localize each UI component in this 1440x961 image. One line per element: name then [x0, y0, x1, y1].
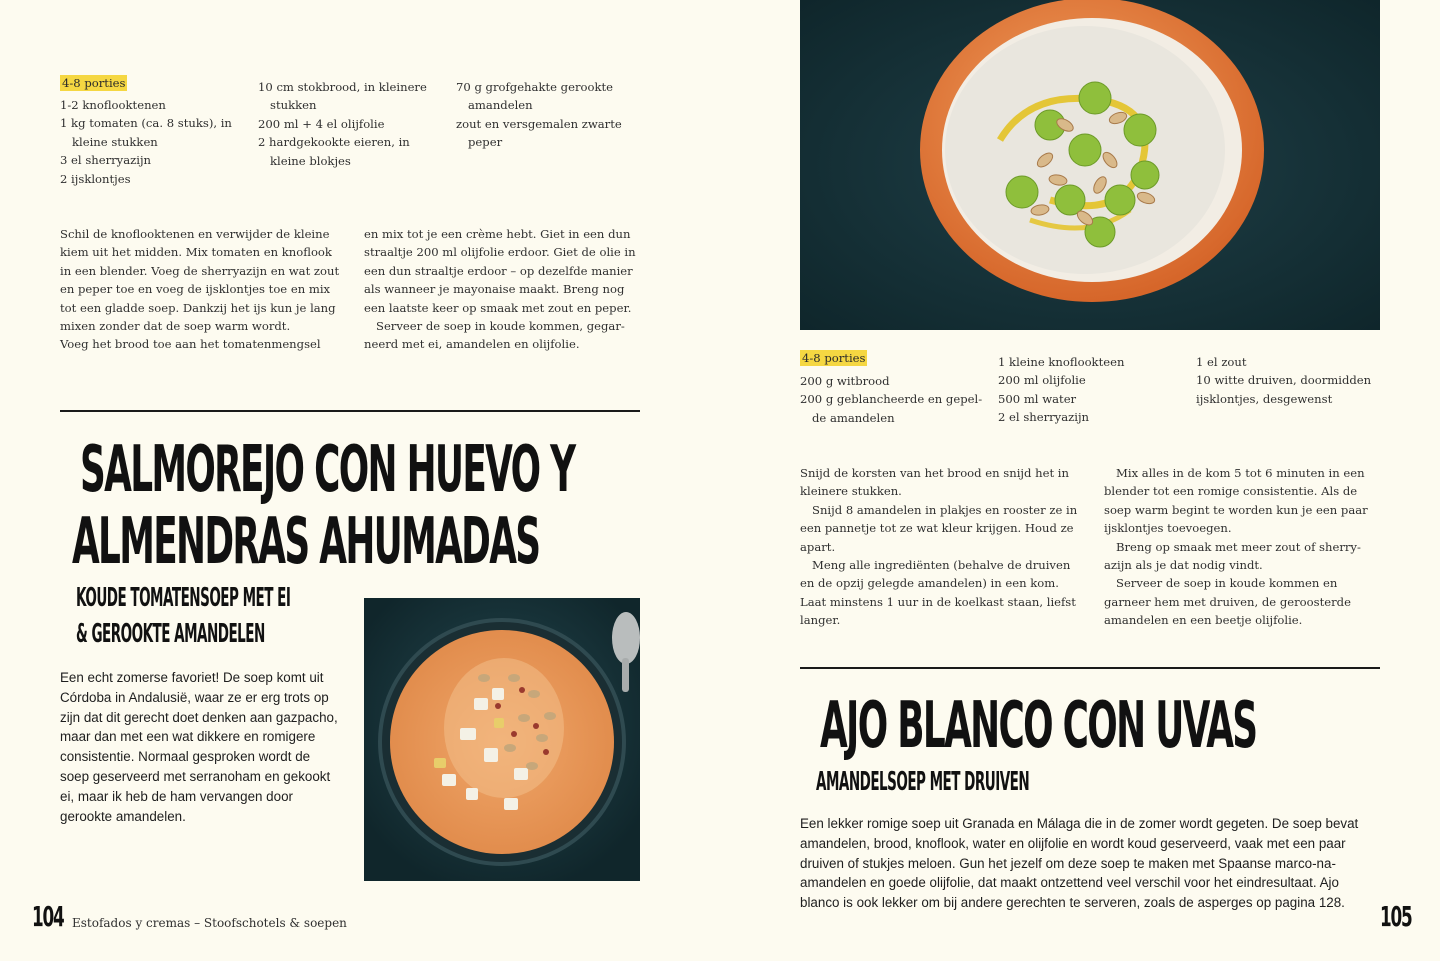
ingredient: 1 kleine knoflookteen [998, 355, 1125, 369]
right-ingredients-col3 [1196, 353, 1386, 408]
portions-badge: 4-8 porties [802, 351, 866, 365]
left-recipe-title-line1: SALMOREJO CON HUEVO Y [80, 433, 575, 507]
left-page-number: 104 [32, 900, 64, 933]
ingredient: 1 el zout [1196, 355, 1247, 369]
right-intro: Een lekker romige soep uit Granada en Málaga die in de zomer wordt gegeten. De soep bevat amandelen, brood, knoflook, water en olijfolie en wordt koud geserveerd, vaak met een paar druiven of stukjes meloen. Gun het jezelf om deze soep te maken met Spaanse marco-na-amandelen en goede olijfolie, dat maakt ontzettend veel verschil voor het eindresultaat. Ajo blanco is ook lekker om bij andere gerechten te serveren, zoals de asperges op pagina 128. [800, 816, 1359, 911]
method-paragraph: Serveer de soep in koude kommen en garneer hem met druiven, de geroosterde amandelen en een beetje olijfolie. [1104, 576, 1351, 628]
left-recipe-subtitle-line2: & GEROOKTE AMANDELEN [76, 619, 265, 649]
ingredient: 70 g grofgehakte gerookte amandelen [456, 80, 614, 113]
ingredient: zout en versgemalen zwarte peper [456, 116, 622, 150]
left-recipe-subtitle-line1: KOUDE TOMATENSOEP MET EI [76, 583, 291, 613]
right-recipe-title: AJO BLANCO CON UVAS [820, 689, 1257, 763]
method-paragraph: Schil de knoflooktenen en verwijder de kleine kiem uit het midden. Mix tomaten en knoflook in een blender. Voeg de sherryazijn en wat zout en peper toe en voeg de ijsklontjes toe en mix tot een gladde soep. Dankzij het ijs kun je lang mixen zonder dat de soep warm wordt. [60, 227, 340, 334]
left-intro: Een echt zomerse favoriet! De soep komt uit Córdoba in Andalusië, waar ze er erg trots op zijn dat dit gerecht doet denken aan gazpacho, maar dan met een wat dikkere en romigere consistentie. Normaal gesproken wordt de soep geserveerd met serranoham en gekookt ei, maar ik heb de ham vervangen door gerookte amandelen. [60, 670, 338, 824]
ingredient: 200 g witbrood [800, 374, 890, 388]
right-method-col2 [1104, 464, 1380, 630]
method-paragraph: Meng alle ingrediënten (behalve de druiven en de opzij gelegde amandelen) in een kom. Laat minstens 1 uur in de koelkast staan, liefst langer. [800, 558, 1076, 628]
right-portions-label [800, 347, 867, 366]
ingredient: 200 ml olijfolie [998, 373, 1086, 388]
ingredient: ijsklontjes, desgewenst [1196, 391, 1333, 406]
right-page-number: 105 [1380, 900, 1412, 933]
method-paragraph: en mix tot je een crème hebt. Giet in een dun straaltje 200 ml olijfolie erdoor. Giet de olie in een dun straaltje erdoor – op dezelfde manier als wanneer je mayonaise maakt. Breng nog een laatste keer op smaak met zout en peper. [364, 227, 636, 315]
method-paragraph: Voeg het brood toe aan het tomatenmengsel [60, 337, 321, 352]
left-recipe-title-line2: ALMENDRAS AHUMADAS [72, 505, 540, 579]
left-ingredients-col3 [456, 78, 640, 152]
ingredient: 2 hardgekookte eieren, in kleine blokjes [258, 135, 410, 168]
right-recipe-subtitle: AMANDELSOEP MET DRUIVEN [816, 767, 1030, 797]
left-method-col2 [364, 225, 644, 354]
ajo-blanco-photo [800, 0, 1380, 330]
left-ingredients-col2 [258, 78, 438, 170]
right-ingredients-col1 [800, 372, 985, 427]
ingredient: 1 kg tomaten (ca. 8 stuks), in kleine stukken [60, 116, 232, 149]
right-ingredients-col2 [998, 353, 1183, 427]
portions-badge: 4-8 porties [62, 76, 126, 90]
method-paragraph: Mix alles in de kom 5 tot 6 minuten in een blender tot een romige consistentie. Als de soep warm begint te worden kun je een paar ijsklontjes toevoegen. [1104, 466, 1368, 536]
ingredient: 200 ml + 4 el olijfolie [258, 116, 385, 131]
left-footer-running-title: Estofados y cremas – Stoofschotels & soepen [72, 916, 347, 930]
ingredient: 2 ijsklontjes [60, 171, 131, 186]
salmorejo-photo [364, 598, 640, 881]
right-method-col1 [800, 464, 1082, 630]
left-ingredients-col1 [60, 96, 240, 188]
ingredient: 10 cm stokbrood, in kleinere stukken [258, 80, 427, 113]
ingredient: 10 witte druiven, doormidden [1196, 373, 1372, 388]
method-paragraph: Serveer de soep in koude kommen, gegar-neerd met ei, amandelen en olijfolie. [364, 319, 625, 352]
left-divider [60, 410, 640, 412]
method-paragraph: Breng op smaak met meer zout of sherry-azijn als je dat nodig vindt. [1104, 539, 1361, 573]
right-divider [800, 667, 1380, 669]
ingredient: 3 el sherryazijn [60, 153, 152, 168]
method-paragraph: Snijd 8 amandelen in plakjes en rooster ze in een pannetje tot ze wat kleur krijgen. Houd ze apart. [800, 502, 1078, 554]
ingredient: 200 g geblancheerde en gepel-de amandelen [800, 392, 983, 425]
left-portions-label [60, 72, 127, 91]
ingredient: 1-2 knoflooktenen [60, 98, 166, 112]
method-paragraph: Snijd de korsten van het brood en snijd het in kleinere stukken. [800, 466, 1069, 499]
ingredient: 2 el sherryazijn [998, 410, 1090, 425]
ingredient: 500 ml water [998, 391, 1077, 406]
left-method-col1 [60, 225, 342, 354]
